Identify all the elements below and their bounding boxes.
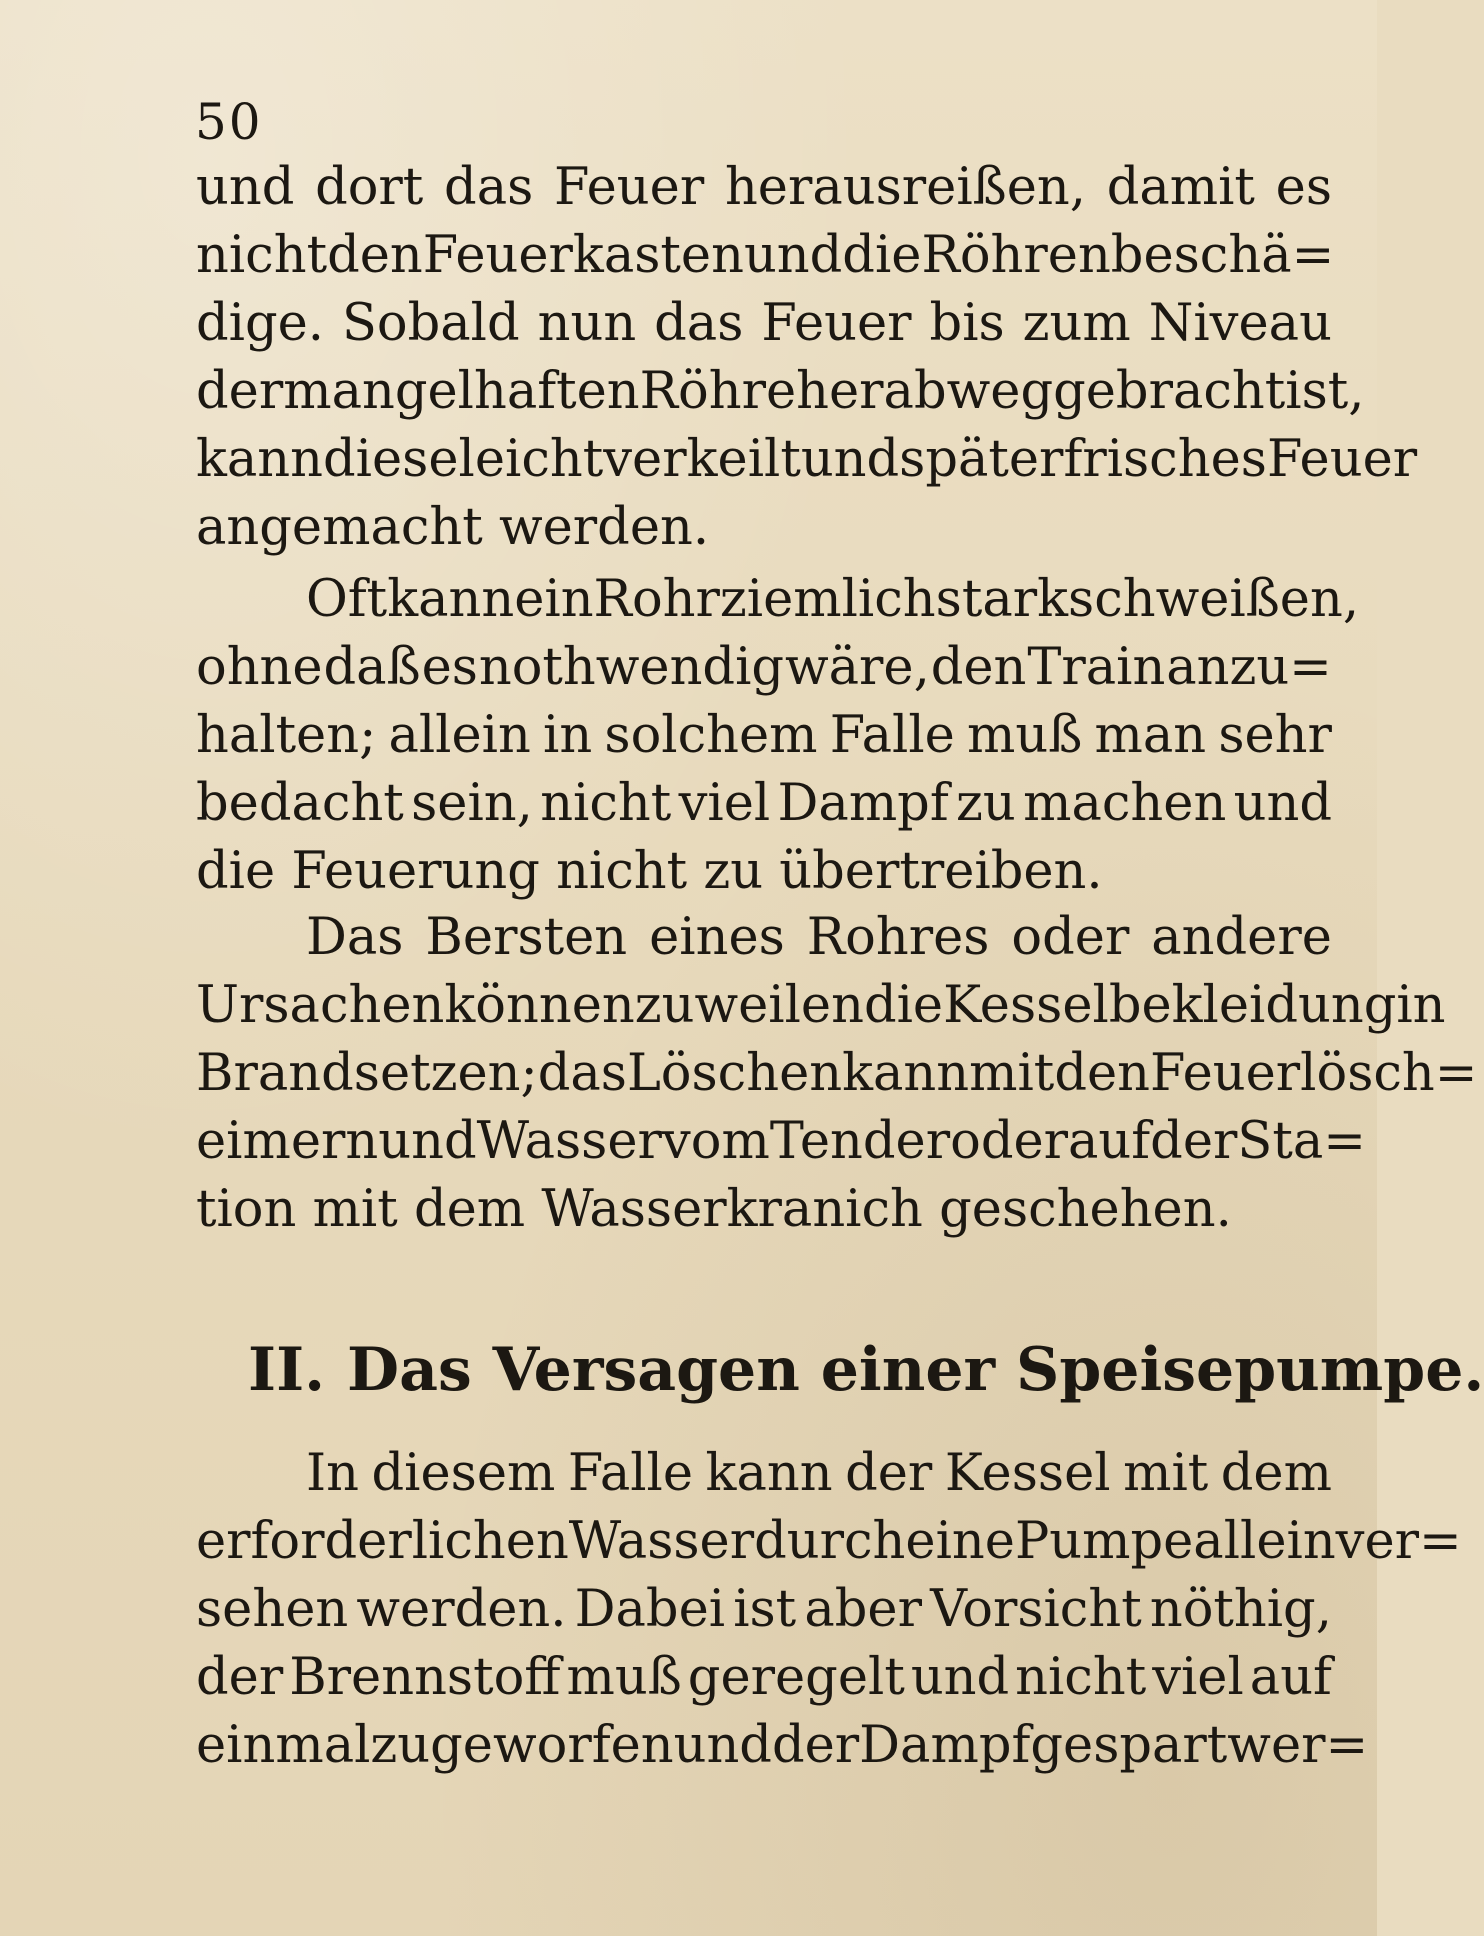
word: sehen bbox=[196, 1580, 349, 1639]
text-line bbox=[196, 1110, 1366, 1174]
word: einmal bbox=[196, 1716, 371, 1775]
word: ohne bbox=[196, 638, 323, 697]
word: Dabei bbox=[574, 1580, 726, 1639]
section-heading bbox=[248, 1334, 1484, 1406]
word: eines bbox=[649, 908, 785, 967]
text-line bbox=[196, 704, 1332, 768]
word: vom bbox=[661, 1112, 770, 1171]
word: und bbox=[673, 1716, 772, 1775]
word: werden. bbox=[356, 1580, 567, 1639]
word: Dampf bbox=[859, 1716, 1031, 1775]
word: Train bbox=[1027, 638, 1166, 697]
word: beschä= bbox=[1110, 226, 1335, 285]
word: Rohres bbox=[806, 908, 990, 967]
word: man bbox=[1094, 706, 1207, 765]
word: es bbox=[1275, 158, 1332, 217]
word: mangelhaften bbox=[283, 362, 640, 421]
word: kann bbox=[196, 430, 324, 489]
word: frisches bbox=[1063, 430, 1267, 489]
word: Falle bbox=[829, 706, 955, 765]
word: allein bbox=[1193, 1512, 1336, 1571]
word: Feuer bbox=[554, 158, 705, 217]
word: ver= bbox=[1335, 1512, 1462, 1571]
text-line bbox=[196, 292, 1332, 356]
text-line bbox=[196, 360, 1365, 424]
word: viel bbox=[1152, 1648, 1244, 1707]
word: kann bbox=[705, 1444, 833, 1503]
word: das bbox=[537, 1044, 627, 1103]
text-line bbox=[196, 1578, 1332, 1642]
word: können bbox=[444, 976, 635, 1035]
word: anzu= bbox=[1166, 638, 1332, 697]
word: dem bbox=[1220, 1444, 1332, 1503]
word: der bbox=[1150, 1112, 1238, 1171]
word: bis bbox=[929, 294, 1005, 353]
word: Rohr bbox=[593, 570, 720, 629]
word: zu bbox=[956, 774, 1016, 833]
word: halten; bbox=[196, 706, 377, 765]
word: Feuerkasten bbox=[422, 226, 744, 285]
text-line bbox=[196, 428, 1418, 492]
word: wäre, bbox=[784, 638, 930, 697]
word: Brand bbox=[196, 1044, 354, 1103]
word: setzen; bbox=[353, 1044, 538, 1103]
word: herausreißen, bbox=[724, 158, 1086, 217]
word: Das bbox=[306, 908, 404, 967]
word: muß bbox=[566, 1648, 682, 1707]
word: Dampf bbox=[777, 774, 949, 833]
word: geregelt bbox=[687, 1648, 905, 1707]
text-line bbox=[196, 156, 1332, 220]
word: ist bbox=[733, 1580, 797, 1639]
word: der bbox=[845, 1444, 933, 1503]
word: tion mit dem Wasserkranich geschehen. bbox=[196, 1180, 1232, 1239]
word: ein bbox=[514, 570, 594, 629]
word: eine bbox=[905, 1512, 1015, 1571]
section-title: Das Versagen einer Speisepumpe. bbox=[347, 1335, 1484, 1405]
word: Löschen bbox=[626, 1044, 843, 1103]
text-line bbox=[196, 636, 1332, 700]
word: Feuerlösch= bbox=[1150, 1044, 1478, 1103]
word: allein bbox=[388, 706, 531, 765]
word: in bbox=[1396, 976, 1446, 1035]
word: damit bbox=[1106, 158, 1255, 217]
word: die bbox=[842, 226, 922, 285]
word: den bbox=[930, 638, 1027, 697]
word: Röhren bbox=[921, 226, 1111, 285]
text-line bbox=[196, 840, 1103, 904]
word: mit bbox=[1123, 1444, 1209, 1503]
word: eimern bbox=[196, 1112, 379, 1171]
word: und bbox=[910, 1648, 1010, 1707]
word: auf bbox=[1249, 1648, 1332, 1707]
word: wer= bbox=[1227, 1716, 1369, 1775]
word: und bbox=[1233, 774, 1332, 833]
text-line bbox=[196, 1646, 1332, 1710]
word: mit bbox=[969, 1044, 1055, 1103]
word: viel bbox=[678, 774, 771, 833]
text-line bbox=[196, 224, 1335, 288]
word: Röhre bbox=[639, 362, 797, 421]
word: Bersten bbox=[425, 908, 628, 967]
word: Oft bbox=[306, 570, 388, 629]
word: sein, bbox=[411, 774, 533, 833]
word: den bbox=[1054, 1044, 1150, 1103]
word: später bbox=[899, 430, 1064, 489]
word: weggebracht bbox=[946, 362, 1286, 421]
text-line bbox=[196, 496, 709, 560]
word: Falle bbox=[567, 1444, 694, 1503]
text-line bbox=[196, 1178, 1232, 1242]
word: solchem bbox=[604, 706, 818, 765]
word: nicht bbox=[540, 774, 672, 833]
word: Tender bbox=[769, 1112, 951, 1171]
word: und bbox=[196, 158, 295, 217]
word: den bbox=[327, 226, 423, 285]
word: oder bbox=[950, 1112, 1069, 1171]
word: angemacht werden. bbox=[196, 498, 710, 557]
word: zum bbox=[1022, 294, 1131, 353]
word: ziemlich bbox=[719, 570, 936, 629]
text-line bbox=[196, 1510, 1462, 1574]
word: es bbox=[421, 638, 478, 697]
word: Pumpe bbox=[1014, 1512, 1194, 1571]
word: diese bbox=[323, 430, 459, 489]
word: kann bbox=[387, 570, 515, 629]
word: dort bbox=[315, 158, 424, 217]
word: Wasser bbox=[476, 1112, 662, 1171]
word: muß bbox=[967, 706, 1083, 765]
word: zuweilen bbox=[634, 976, 864, 1035]
word: und bbox=[378, 1112, 477, 1171]
text-line bbox=[196, 772, 1332, 836]
word: daß bbox=[323, 638, 421, 697]
section-number: II. bbox=[248, 1335, 326, 1405]
word: kann bbox=[842, 1044, 970, 1103]
word: nothwendig bbox=[478, 638, 785, 697]
text-line bbox=[196, 974, 1446, 1038]
word: das bbox=[444, 158, 534, 217]
page-number: 50 bbox=[195, 93, 263, 151]
word: In bbox=[306, 1444, 359, 1503]
word: Feuer bbox=[761, 294, 912, 353]
word: Wasser bbox=[568, 1512, 755, 1571]
word: Niveau bbox=[1148, 294, 1332, 353]
text-line bbox=[306, 1442, 1332, 1506]
word: und bbox=[800, 430, 900, 489]
word: Sobald bbox=[341, 294, 520, 353]
word: Ursachen bbox=[196, 976, 445, 1035]
word: diesem bbox=[371, 1444, 556, 1503]
word: nicht bbox=[1015, 1648, 1147, 1707]
text-line bbox=[306, 906, 1332, 970]
text-line bbox=[196, 1714, 1369, 1778]
word: auf bbox=[1068, 1112, 1151, 1171]
word: Feuer bbox=[1266, 430, 1418, 489]
word: Kessel bbox=[944, 1444, 1111, 1503]
word: leicht bbox=[458, 430, 604, 489]
word: durch bbox=[754, 1512, 906, 1571]
word: der bbox=[196, 1648, 284, 1707]
word: Brennstoff bbox=[289, 1648, 561, 1707]
word: in bbox=[543, 706, 593, 765]
word: machen bbox=[1023, 774, 1227, 833]
word: herab bbox=[796, 362, 947, 421]
word: aber bbox=[804, 1580, 922, 1639]
text-line bbox=[306, 568, 1360, 632]
word: andere bbox=[1151, 908, 1332, 967]
word: stark bbox=[935, 570, 1069, 629]
word: nöthig, bbox=[1149, 1580, 1332, 1639]
text-line bbox=[196, 1042, 1478, 1106]
word: ist, bbox=[1285, 362, 1365, 421]
word: Kesselbekleidung bbox=[943, 976, 1397, 1035]
word: bedacht bbox=[196, 774, 404, 833]
word: dige. bbox=[196, 294, 324, 353]
word: nicht bbox=[196, 226, 328, 285]
word: und bbox=[743, 226, 843, 285]
word: oder bbox=[1011, 908, 1130, 967]
word: sehr bbox=[1218, 706, 1332, 765]
word: der bbox=[196, 362, 284, 421]
word: schweißen, bbox=[1068, 570, 1360, 629]
word: zugeworfen bbox=[370, 1716, 674, 1775]
word: Sta= bbox=[1237, 1112, 1366, 1171]
word: die bbox=[863, 976, 944, 1035]
word: erforderlichen bbox=[196, 1512, 569, 1571]
word: gespart bbox=[1030, 1716, 1228, 1775]
word: verkeilt bbox=[603, 430, 801, 489]
word: das bbox=[654, 294, 744, 353]
word: die Feuerung nicht zu übertreiben. bbox=[196, 842, 1103, 901]
word: der bbox=[771, 1716, 860, 1775]
word: Vorsicht bbox=[930, 1580, 1142, 1639]
word: nun bbox=[537, 294, 637, 353]
